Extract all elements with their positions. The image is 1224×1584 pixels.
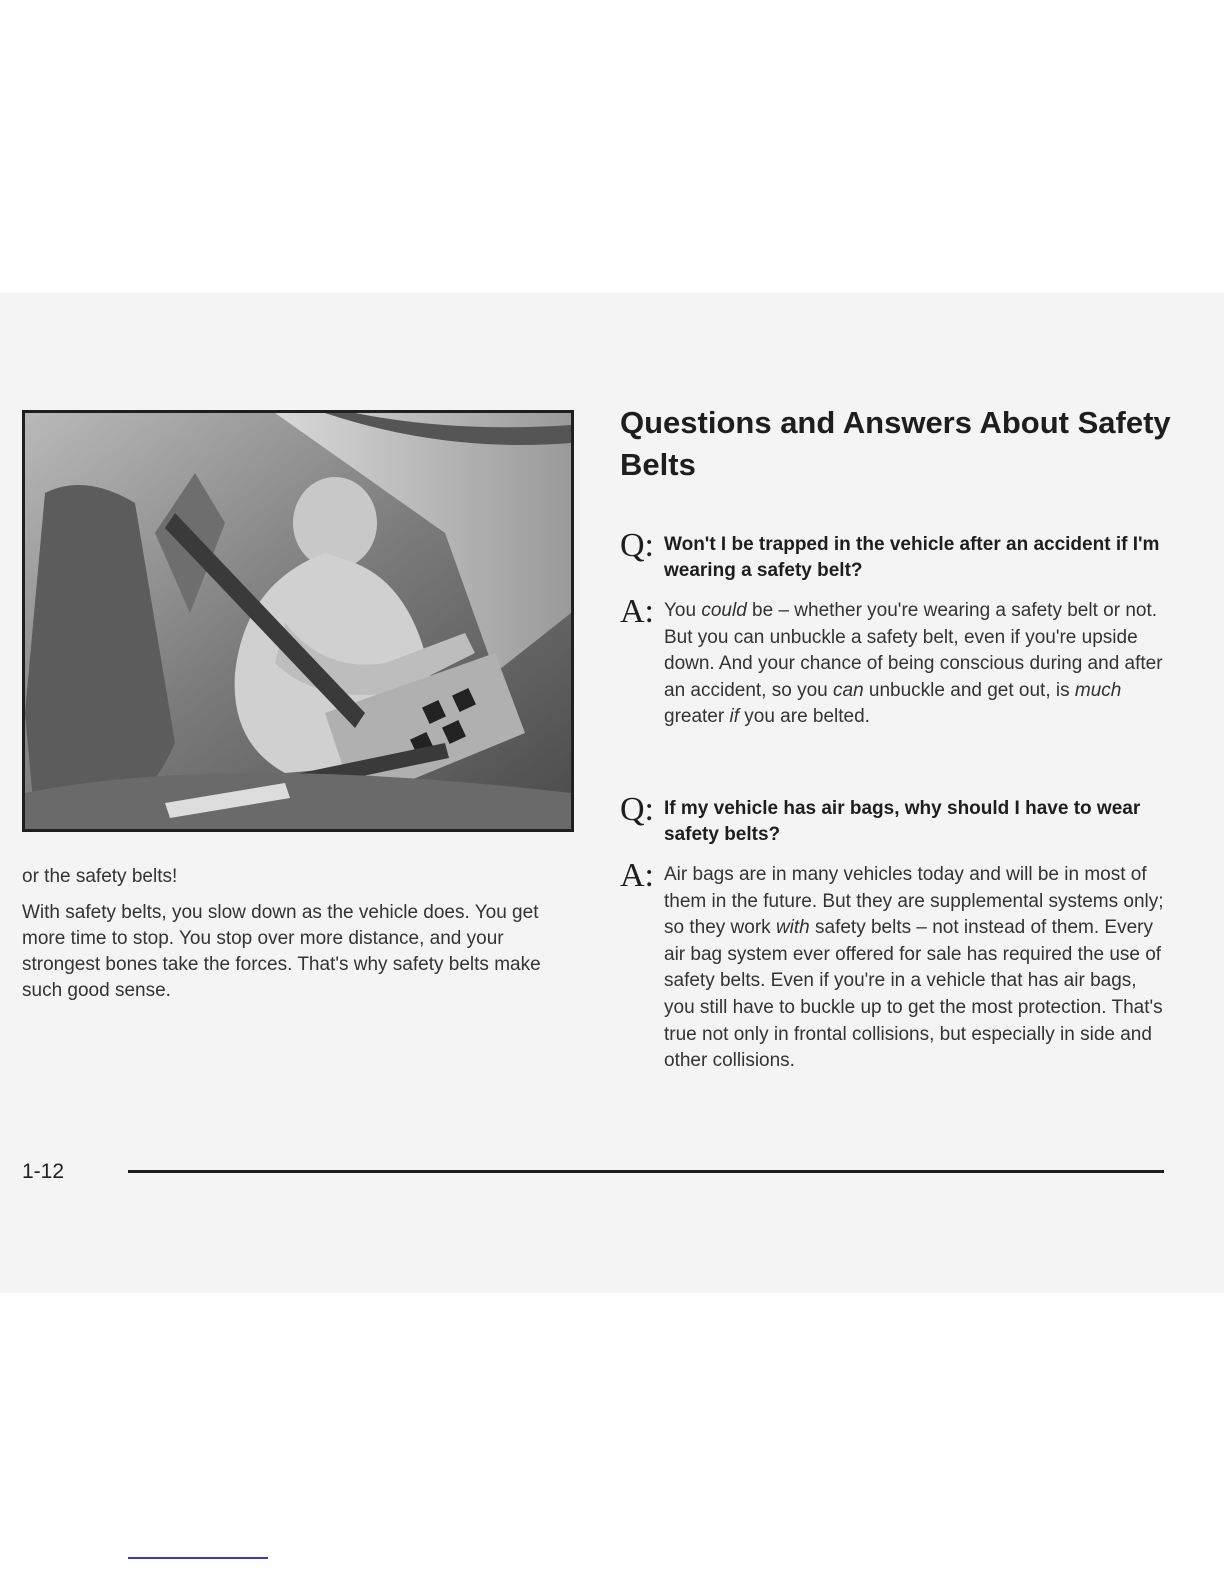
question-text: Won't I be trapped in the vehicle after an accident if I'm wearing a safety belt?	[664, 534, 1160, 581]
question-row	[620, 527, 1180, 584]
q-marker: Q:	[620, 791, 654, 828]
qa-item-2	[620, 791, 1180, 1075]
a-marker: A:	[620, 857, 654, 894]
safety-belts-paragraph: With safety belts, you slow down as the vehicle does. You get more time to stop. You stop over more distance, and your strongest bones take the forces. That's why safety belts make such good sense.	[22, 902, 541, 1001]
q-marker: Q:	[620, 527, 654, 564]
caption-line: or the safety belts!	[22, 866, 178, 887]
page-title: Questions and Answers About Safety Belts	[620, 405, 1171, 482]
answer-row	[620, 857, 1180, 1075]
crash-test-dummy-illustration	[25, 413, 571, 829]
a-marker: A:	[620, 593, 654, 630]
footer-divider	[128, 1170, 1164, 1173]
answer-text: Air bags are in many vehicles today and will be in most of them in the future. But they are supplemental systems only; so they work with safety belts – not instead of them. Every air bag system ever offered for sale has required the use of safety belts. Even if you're in a vehicle that has air bags, you still have to buckle up to get the most protection. That's true not only in frontal collisions, but especially in side and other collisions.	[664, 864, 1164, 1072]
crash-test-dummy-photo	[22, 410, 574, 832]
answer-row	[620, 593, 1180, 731]
left-body-text	[22, 864, 582, 1014]
question-row	[620, 791, 1180, 848]
bottom-link-underline	[128, 1557, 268, 1559]
question-text: If my vehicle has air bags, why should I have to wear safety belts?	[664, 798, 1141, 845]
qa-item-1	[620, 527, 1180, 731]
answer-text: You could be – whether you're wearing a safety belt or not. But you can unbuckle a safety belt, even if you're upside down. And your chance of being conscious during and after an accident, so you can unbuckle and get out, is much greater if you are belted.	[664, 600, 1163, 728]
page-number: 1-12	[22, 1160, 65, 1183]
